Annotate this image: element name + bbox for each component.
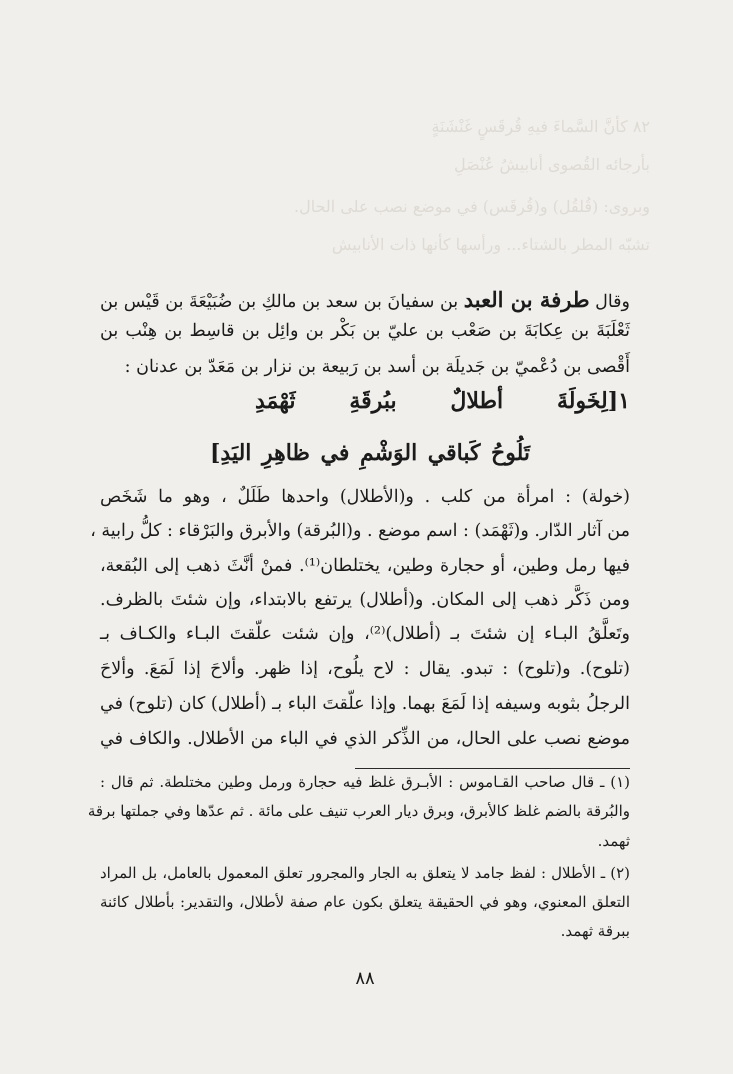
footnote-line: ثهمد. (597, 832, 630, 850)
commentary-line: فيها رمل وطين، أو حجارة وطين، يختلطان⁽¹⁾. فمنْ أنَّثَ ذهب إلى البُقعة، (100, 556, 630, 576)
commentary-line: (خولة) : امرأة من كلب . و(الأطلال) واحدها طَلَلٌ ، وهو ما شَخَص (100, 487, 630, 507)
intro-line-2: ثَعْلَبَةَ بن عِكابَةَ بن صَعْب بن عليّ بن بَكْر بن وائِل بن قاسِط بن هِنْب بن (100, 321, 630, 341)
commentary-line: وتَعلَّقُ البـاء إن شئتَ بـ (أطلال)⁽²⁾، وإن شئت علّقتَ البـاء والكـاف بـ (100, 624, 630, 644)
page-number: ٨٨ (355, 968, 375, 989)
footnote-line: (٢) ـ الأطلال : لفظ جامد لا يتعلق به الجار والمجرور تعلق المعمول بالعامل، بل المراد (100, 864, 630, 882)
footnote-line: التعلق المعنوي، وهو في الحقيقة يتعلق بكون عام صفة لأطلال، والتقدير: بأطلال كائنة (100, 893, 630, 911)
verse-first-hemistich (255, 388, 630, 414)
intro-line-1 (100, 287, 630, 312)
commentary-line: من آثار الدّار. و(ثَهْمَد) : اسم موضع . و(البُرقة) والأبرق والبَرْقاء : كلُّ رابية ، (90, 521, 630, 541)
bleed-through-line: وبروى: (قُلقُل) و(قُرقَس) في موضع نصب على الحال. (294, 197, 650, 216)
verse-second-hemistich: تَلُوحُ كَباقي الوَشْمِ في ظاهِرِ اليَدِ] (210, 440, 530, 466)
commentary-line: الرجلُ بثوبه وسيفه إذا لَمَعَ بهما. وإذا علّقتَ الباء بـ (أطلال) كان (تلوح) في (100, 694, 630, 714)
intro-prefix: وقال (595, 292, 630, 312)
commentary-line: (تلوح). و(تلوح) : تبدو. يقال : لاح يلُوح، إذا ظهر. وألاحَ إذا لَمَعَ. وألاحَ (100, 659, 630, 679)
poet-name: طرفة بن العبد (463, 287, 590, 312)
footnote-line: والبُرقة بالضم غلظ كالأبرق، وبرق ديار العرب تنيف على مائة . ثم عدّها وفي جملتها برقة (87, 802, 630, 820)
footnote-line: ببرقة ثهمد. (560, 922, 630, 940)
bleed-through-line: بأرجائه القُصوى أنابيشُ عُنْصَلِ (453, 155, 650, 174)
verse-number: ١ (618, 388, 630, 414)
lineage-text: بن سفيانَ بن سعد بن مالكِ بن ضُبَيْعَةَ بن قَيْس بن (100, 292, 459, 312)
intro-line-3: أَقْصى بن دُعْميّ بن جَديلَة بن أسد بن رَبيعة بن نزار بن مَعَدّ بن عدنان : (124, 357, 630, 377)
hemistich-1: [لِخَولَةَ أطلالٌ ببُرقَةِ ثَهْمَدِ (255, 388, 619, 414)
commentary-line: ومن ذَكَّر ذهب إلى المكان. و(أطلال) يرتفع بالابتداء، وإن شئتَ بالظرف. (100, 590, 630, 610)
commentary-line: موضع نصب على الحال، من الذِّكر الذي في الباء من الأطلال. والكاف في (100, 729, 630, 749)
footnote-divider (355, 768, 630, 769)
footnote-line: (١) ـ قال صاحب القـاموس : الأبـرق غلظ فيه حجارة ورمل وطين مختلطة. ثم قال : (100, 773, 630, 791)
bleed-through-line: تشبّه المطر بالشتاء... ورأسها كأنها ذات الأنابيش (331, 235, 650, 254)
bleed-through-line: ٨٢ كأنَّ السَّماءَ فيهِ قُرقَسٍ غَنْشَنَةٍ (431, 117, 650, 136)
